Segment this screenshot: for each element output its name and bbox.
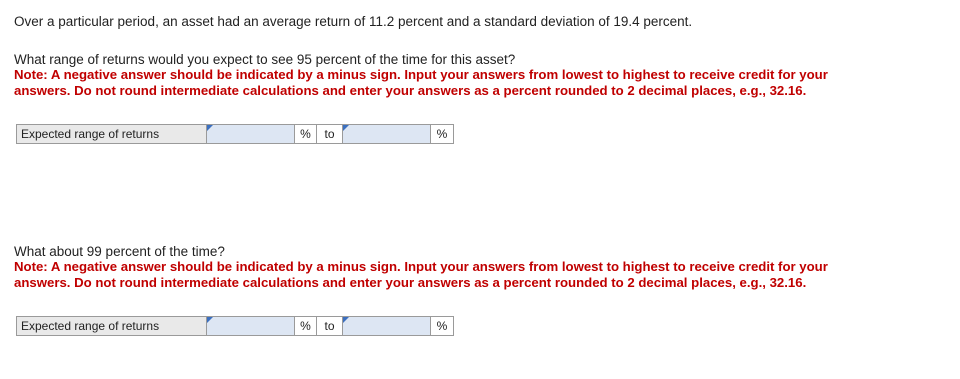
note-line-2: answers. Do not round intermediate calculations and enter your answers as a percent rounded to 2 decimal places, e.g., 32.16. bbox=[14, 83, 807, 98]
note-line-2: answers. Do not round intermediate calculations and enter your answers as a percent rounded to 2 decimal places, e.g., 32.16. bbox=[14, 275, 807, 290]
question-99-percent: What about 99 percent of the time? bbox=[14, 244, 225, 259]
to-label: to bbox=[317, 317, 343, 335]
intro-text: Over a particular period, an asset had an average return of 11.2 percent and a standard deviation of 19.4 percent. bbox=[14, 14, 693, 29]
high-return-input-95[interactable] bbox=[343, 125, 430, 143]
percent-unit: % bbox=[295, 317, 317, 335]
low-return-input-wrap bbox=[207, 125, 295, 143]
high-return-input-wrap bbox=[343, 317, 431, 335]
low-return-input-wrap bbox=[207, 317, 295, 335]
note-line-1: Note: A negative answer should be indicated by a minus sign. Input your answers from lowest to highest to receive credit for your bbox=[14, 259, 828, 274]
percent-unit: % bbox=[295, 125, 317, 143]
low-return-input-95[interactable] bbox=[207, 125, 294, 143]
note-99-percent bbox=[14, 259, 914, 291]
percent-unit: % bbox=[436, 127, 448, 141]
high-return-input-99[interactable] bbox=[343, 317, 430, 335]
range-row-label: Expected range of returns bbox=[17, 125, 207, 143]
note-95-percent bbox=[14, 67, 914, 99]
low-return-input-99[interactable] bbox=[207, 317, 294, 335]
range-row-label: Expected range of returns bbox=[17, 317, 207, 335]
high-return-input-wrap bbox=[343, 125, 431, 143]
range-row-99 bbox=[16, 316, 454, 336]
to-label: to bbox=[317, 125, 343, 143]
question-95-percent: What range of returns would you expect to see 95 percent of the time for this asset? bbox=[14, 52, 516, 67]
percent-unit: % bbox=[436, 319, 448, 333]
note-line-1: Note: A negative answer should be indicated by a minus sign. Input your answers from lowest to highest to receive credit for your bbox=[14, 67, 828, 82]
range-row-95 bbox=[16, 124, 454, 144]
